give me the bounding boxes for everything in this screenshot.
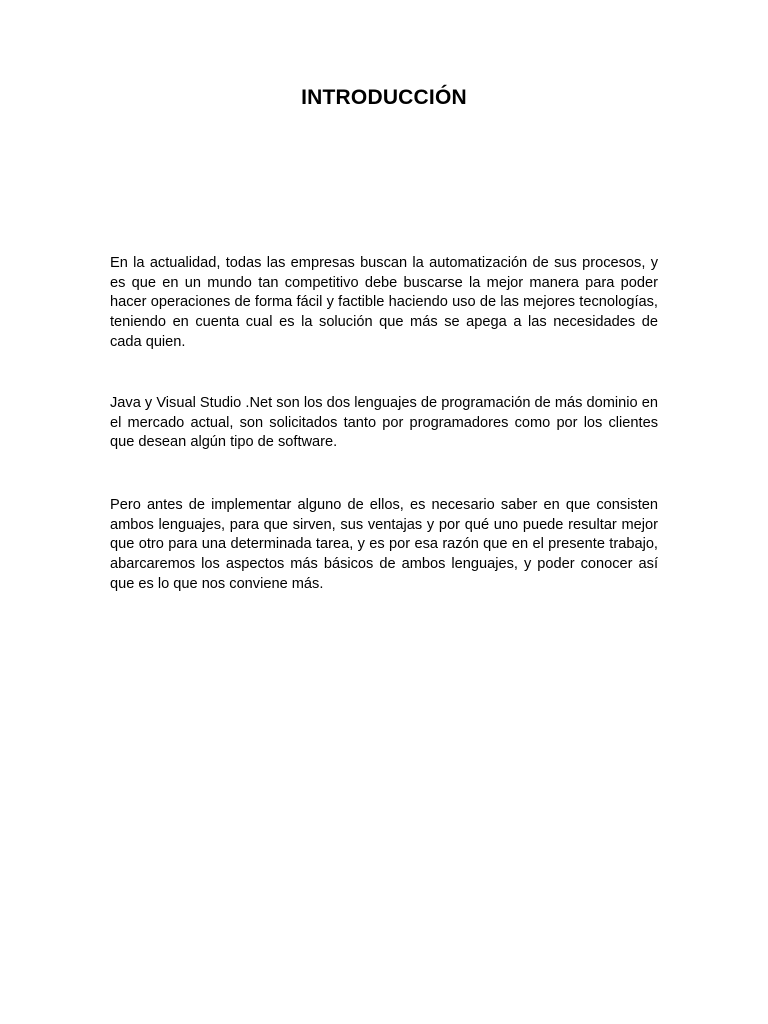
paragraph-block xyxy=(110,394,658,453)
page-title: INTRODUCCIÓN xyxy=(301,86,467,109)
paragraph-languages: Java y Visual Studio .Net son los dos lenguajes de programación de más dominio en el mercado actual, son solicitados tanto por programadores como por los clientes que desean algún tipo de software. xyxy=(110,395,658,451)
paragraph-purpose: Pero antes de implementar alguno de ellos, es necesario saber en que consisten ambos lenguajes, para que sirven, sus ventajas y por qué uno puede resultar mejor que otro para una determinada tarea, y es por esa razón que en el presente trabajo, abarcaremos los aspectos más básicos de ambos lenguajes, y poder conocer así que es lo que nos conviene más. xyxy=(110,497,658,592)
paragraph-block xyxy=(110,254,658,353)
paragraph-intro: En la actualidad, todas las empresas buscan la automatización de sus procesos, y es que en un mundo tan competitivo debe buscarse la mejor manera para poder hacer operaciones de forma fácil y factible haciendo uso de las mejores tecnologías, teniendo en cuenta cual es la solución que más se apega a las necesidades de cada quien. xyxy=(110,255,658,350)
paragraph-block xyxy=(110,496,658,595)
